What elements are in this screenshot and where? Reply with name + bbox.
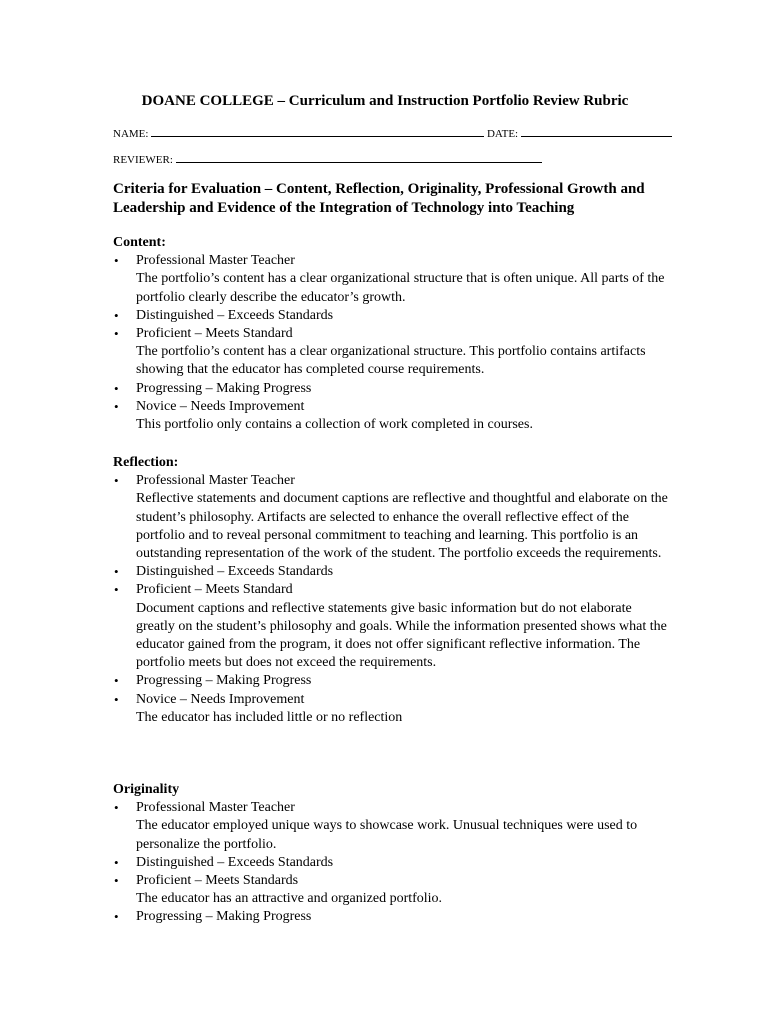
- name-date-line: [113, 127, 672, 140]
- section-reflection: [113, 454, 673, 727]
- level-item: [113, 581, 673, 599]
- level-list: [113, 472, 673, 727]
- level-description: The portfolio’s content has a clear organizational structure that is often unique. All parts of the portfolio clearly describe the educator’s growth.: [136, 271, 665, 305]
- document-title: DOANE COLLEGE – Curriculum and Instruction Portfolio Review Rubric: [141, 93, 629, 109]
- level-item: [113, 872, 673, 890]
- name-label: NAME:: [113, 128, 149, 140]
- criteria-heading: Criteria for Evaluation – Content, Reflection, Originality, Professional Growth and Leadership and Evidence of the Integration of Technology into Teaching: [113, 181, 645, 216]
- section-originality: [113, 781, 673, 927]
- level-item: [113, 307, 673, 325]
- level-label: Professional Master Teacher: [136, 800, 295, 816]
- level-description: Reflective statements and document captions are reflective and thoughtful and elaborate on the student’s philosophy. Artifacts are selected to enhance the overall reflective effect of the portfolio and to reveal personal commitment to teaching and learning. This portfolio is an outstanding representation of the work of the student. The portfolio exceeds the requirements.: [136, 491, 668, 562]
- level-item: [113, 854, 673, 872]
- level-label: Progressing – Making Progress: [136, 380, 312, 396]
- level-label: Novice – Needs Improvement: [136, 398, 305, 414]
- date-field[interactable]: [521, 127, 672, 137]
- level-item: [113, 325, 673, 343]
- reviewer-line: [113, 153, 542, 166]
- level-item: [113, 472, 673, 490]
- level-label: Proficient – Meets Standard: [136, 326, 293, 342]
- level-label: Proficient – Meets Standard: [136, 582, 293, 598]
- section-content: [113, 234, 673, 434]
- level-label: Progressing – Making Progress: [136, 673, 312, 689]
- reviewer-field[interactable]: [176, 153, 542, 163]
- level-label: Proficient – Meets Standards: [136, 873, 299, 889]
- section-heading: Reflection:: [113, 455, 179, 470]
- level-description: The educator has included little or no reflection: [136, 709, 403, 725]
- level-item: [113, 691, 673, 709]
- section-heading: Originality: [113, 782, 180, 797]
- level-list: [113, 252, 673, 434]
- reviewer-label: REVIEWER:: [113, 154, 173, 166]
- level-label: Distinguished – Exceeds Standards: [136, 854, 334, 870]
- date-label: DATE:: [486, 128, 519, 140]
- level-item: [113, 563, 673, 581]
- level-description: The educator has an attractive and organized portfolio.: [136, 891, 443, 907]
- level-item: [113, 908, 673, 926]
- level-item: [113, 252, 673, 270]
- name-field[interactable]: [151, 127, 484, 137]
- level-item: [113, 380, 673, 398]
- level-item: [113, 672, 673, 690]
- level-description: Document captions and reflective statements give basic information but do not elaborate greatly on the student’s philosophy and goals. While the information presented shows what the educator gained from the program, it does not offer significant reflective information. The portfolio meets but does not exceed the requirements.: [136, 600, 667, 671]
- level-list: [113, 799, 673, 926]
- level-label: Distinguished – Exceeds Standards: [136, 307, 334, 323]
- level-label: Novice – Needs Improvement: [136, 691, 305, 707]
- level-description: The portfolio’s content has a clear organizational structure. This portfolio contains artifacts showing that the educator has completed course requirements.: [136, 344, 646, 378]
- level-label: Professional Master Teacher: [136, 253, 295, 269]
- section-heading: Content:: [113, 235, 166, 250]
- level-label: Professional Master Teacher: [136, 473, 295, 489]
- level-label: Progressing – Making Progress: [136, 909, 312, 925]
- level-item: [113, 398, 673, 416]
- level-description: The educator employed unique ways to showcase work. Unusual techniques were used to personalize the portfolio.: [136, 818, 638, 852]
- level-item: [113, 799, 673, 817]
- level-label: Distinguished – Exceeds Standards: [136, 564, 334, 580]
- level-description: This portfolio only contains a collection of work completed in courses.: [136, 417, 533, 433]
